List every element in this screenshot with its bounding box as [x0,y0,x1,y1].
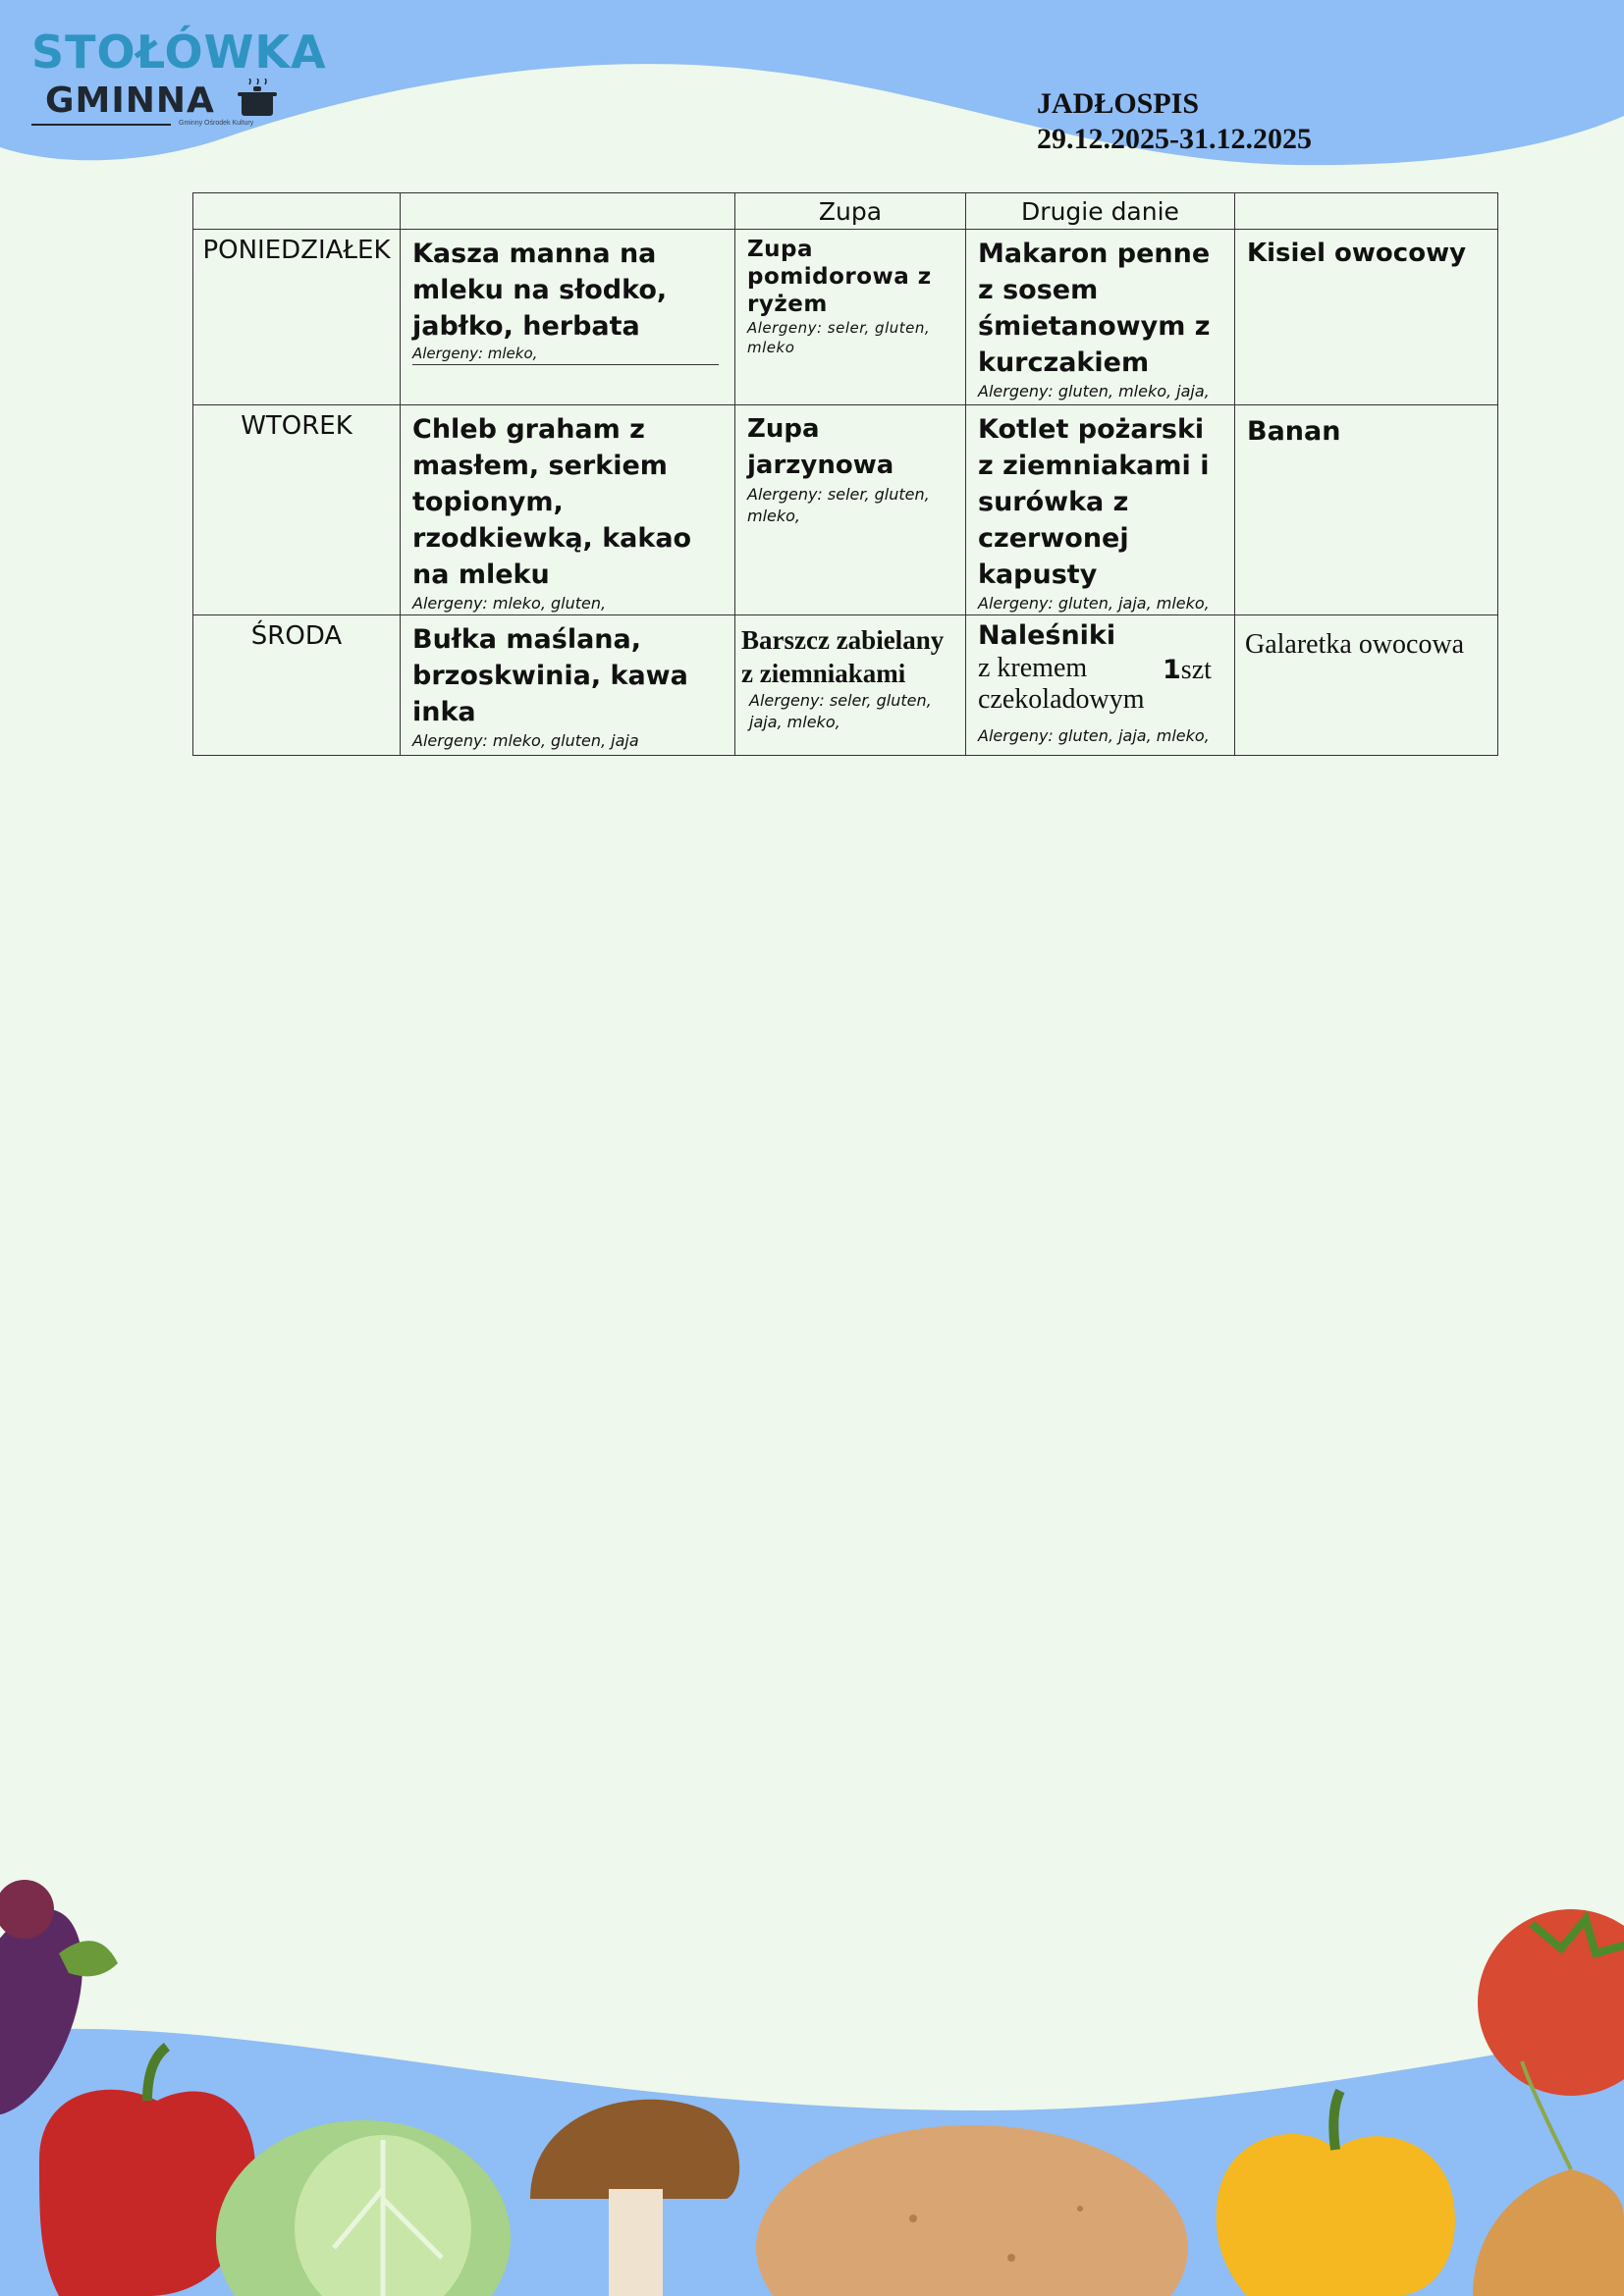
dish-name: Bułka maślana, brzoskwinia, kawa inka [412,624,688,727]
allergen-info: Alergeny: seler, gluten, mleko, [747,485,930,525]
dish-detail: z kremem czekoladowym [978,653,1145,715]
header-soup: Zupa [735,193,966,230]
dish-name: Barszcz zabielany z ziemniakami [741,625,945,688]
breakfast-cell [401,230,735,405]
dish-name: Zupa jarzynowa [747,414,894,480]
allergen-info: Alergeny: seler, gluten, jaja, mleko, [749,691,932,731]
main-cell [966,230,1235,405]
dish-name: Galaretka owocowa [1245,629,1465,660]
vegetables-illustration [0,1865,1624,2296]
allergen-info: Alergeny: gluten, jaja, mleko, [978,726,1210,745]
menu-dates: 29.12.2025-31.12.2025 [1037,123,1312,155]
header-dessert [1235,193,1498,230]
header-day [193,193,401,230]
dessert-cell [1235,230,1498,405]
header-breakfast [401,193,735,230]
main-cell [966,405,1235,615]
breakfast-cell [401,615,735,756]
day-cell: WTOREK [193,405,401,615]
soup-cell [735,230,966,405]
logo [31,22,327,139]
allergen-info: Alergeny: mleko, gluten, jaja [412,731,639,750]
day-cell: ŚRODA [193,615,401,756]
dish-name: Naleśniki [978,620,1116,651]
main-cell [966,615,1235,756]
dish-name: Kasza manna na mleku na słodko, jabłko, herbata [412,239,668,342]
logo-caption: Gminny Ośrodek Kultury [179,120,254,127]
table-row [193,405,1498,615]
dish-name: Makaron penne z sosem śmietanowym z kurczakiem [978,239,1211,378]
allergen-info: Alergeny: mleko, gluten, [412,594,607,613]
soup-cell [735,405,966,615]
allergen-info: Alergeny: gluten, jaja, mleko, [978,594,1210,613]
menu-title [1037,86,1312,157]
header-main: Drugie danie [966,193,1235,230]
table-row [193,230,1498,405]
allergen-info: Alergeny: gluten, mleko, jaja, [978,382,1210,400]
dish-name: Banan [1247,416,1341,447]
allergen-info: Alergeny: mleko, [412,345,538,362]
dessert-cell [1235,405,1498,615]
table-header-row [193,193,1498,230]
menu-table [192,192,1498,756]
logo-subtitle: GMINNA [45,80,215,121]
dessert-cell [1235,615,1498,756]
dish-name: Kotlet pożarski z ziemniakami i surówka z czerwonej kapusty [978,414,1210,590]
day-cell: PONIEDZIAŁEK [193,230,401,405]
dish-quantity: 1szt [1163,655,1212,685]
dish-name: Kisiel owocowy [1247,239,1467,268]
soup-cell [735,615,966,756]
cooking-pot-icon [236,79,279,122]
table-row [193,615,1498,756]
dish-name: Chleb graham z masłem, serkiem topionym, rzodkiewką, kakao na mleku [412,414,692,590]
dish-name: Zupa pomidorowa z ryżem [747,237,932,317]
logo-underline [31,124,171,126]
menu-heading: JADŁOSPIS [1037,87,1200,120]
logo-title: STOŁÓWKA [31,26,327,79]
allergen-info: Alergeny: seler, gluten, mleko [747,319,931,356]
breakfast-cell [401,405,735,615]
